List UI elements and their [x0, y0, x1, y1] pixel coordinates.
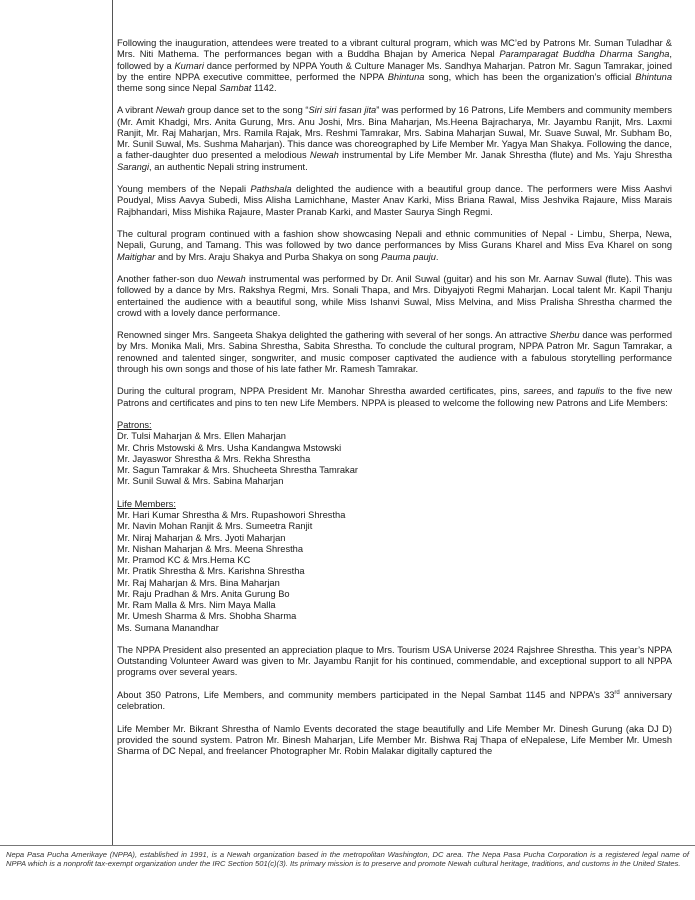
- member-name: Ms. Sumana Manandhar: [117, 622, 219, 633]
- member-name: Mr. Raju Pradhan & Mrs. Anita Gurung Bo: [117, 588, 290, 599]
- member-name: Mr. Chris Mstowski & Mrs. Usha Kandangwa Mstowski: [117, 442, 342, 453]
- member-name: Mr. Umesh Sharma & Mrs. Shobha Sharma: [117, 611, 297, 622]
- member-name: Mr. Sunil Suwal & Mrs. Sabina Maharjan: [117, 476, 284, 487]
- margin-rule: [112, 0, 113, 845]
- member-name: Mr. Navin Mohan Ranjit & Mrs. Sumeetra Ranjit: [117, 521, 313, 532]
- text-run: , and: [551, 386, 578, 397]
- member-name: Mr. Raj Maharjan & Mrs. Bina Maharjan: [117, 577, 280, 588]
- text-run: 1142.: [251, 83, 277, 93]
- closing-paragraphs: [117, 645, 672, 757]
- text-run: instrumental was performed by Dr. Anil Suwal (guitar) and his son Mr. Aarnav Suwal (flute). This was followed by a dance by Mrs. Rakshya Regmi, Mrs. Sonali Thapa, and Mrs. Dibyajyoti Regmi Maharjan. Local talent Mr. Kapil Thanju entertained the audience with a beautiful song, while Miss Ishanvi Suwal, Miss Melvina, and Miss Pralisha Shrestha charmed the crowd with a lovely dance performance.: [117, 274, 673, 318]
- text-run: delighted the audience with a beautiful group dance. The performers were Miss Aashvi Poudyal, Miss Aavya Subedi, Miss Alisha Lamichhane, Master Anav Karki, Miss Briana Rawal, Miss Jeshvika Rajaure, Miss Marais Rajbhandari, Miss Mishika Rajaure, Master Pranab Karki, and Master Saurya Singh Regmi.: [117, 184, 672, 217]
- member-name: Mr. Niraj Maharjan & Mrs. Jyoti Maharjan: [117, 532, 286, 543]
- italic-term: tapulis: [577, 386, 605, 397]
- page-footer: Nepa Pasa Pucha Amerikaye (NPPA), established in 1991, is a Newah organization based in the metropolitan Washington, DC area. The Nepa Pasa Pucha Corporation is a registered legal name of NPPA which is a nonprofit tax-exempt organization under the IRC Section 501(c)(3). Its primary mission is to preserve and promote Newah cultural heritage, traditions, and customs in the United States.: [6, 850, 689, 869]
- member-name: Mr. Pratik Shrestha & Mrs. Karishna Shrestha: [117, 566, 305, 577]
- text-run: Young members of the Nepali: [117, 184, 251, 195]
- member-name: Mr. Sagun Tamrakar & Mrs. Shucheeta Shrestha Tamrakar: [117, 465, 358, 476]
- member-name: Mr. Hari Kumar Shrestha & Mrs. Rupashowori Shrestha: [117, 510, 346, 520]
- italic-term: Bhintuna: [387, 71, 425, 82]
- member-name: Dr. Tulsi Maharjan & Mrs. Ellen Maharjan: [117, 431, 286, 442]
- paragraph-2: [117, 105, 672, 173]
- text-run: song, which has been the organization’s official: [424, 71, 636, 82]
- text-run: About 350 Patrons, Life Members, and community members participated in the Nepal Sambat 1145 and NPPA’s 33: [117, 689, 615, 700]
- text-run: dance performed by NPPA Youth & Culture Manager Ms. Sandhya Maharjan. Patron Mr. Sagun Tamrakar, joined by the entire NPPA executive committee, performed the NPPA: [117, 60, 672, 82]
- italic-term: Newah: [155, 105, 185, 116]
- text-run: anniversary celebration.: [117, 689, 672, 712]
- text-run: , followed by a: [117, 49, 672, 71]
- superscript: rd: [614, 689, 620, 696]
- italic-term: Sarangi: [117, 161, 150, 172]
- text-run: group dance set to the song “: [184, 105, 309, 116]
- article-body: [117, 38, 672, 769]
- italic-term: Pathshala: [250, 184, 292, 195]
- paragraph-6: [117, 330, 672, 375]
- text-run: Following the inauguration, attendees were treated to a vibrant cultural program, which was MC’ed by Patrons Mr. Suman Tuladhar & Mrs. Niti Mathema. The performances began with a Buddha Bhajan by America Nepal: [117, 38, 672, 60]
- text-run: A vibrant: [117, 105, 156, 116]
- text-run: During the cultural program, NPPA President Mr. Manohar Shrestha awarded certificates, pins,: [117, 386, 524, 397]
- italic-term: Paramparagat Buddha Dharma Sangha: [499, 49, 670, 60]
- member-name: Mr. Nishan Maharjan & Mrs. Meena Shrestha: [117, 543, 304, 554]
- text-run: , an authentic Nepali string instrument.: [149, 161, 308, 172]
- closing-paragraph-2: [117, 690, 672, 713]
- paragraph-1: [117, 38, 672, 94]
- italic-term: sarees: [523, 386, 552, 397]
- patrons-list: [117, 420, 672, 488]
- text-run: .: [435, 251, 439, 262]
- life-members-heading: Life Members:: [117, 498, 176, 509]
- text-run: Renowned singer Mrs. Sangeeta Shakya delighted the gathering with several of her songs. An attractive: [117, 330, 550, 341]
- paragraph-3: [117, 184, 672, 218]
- text-run: ” was performed by 16 Patrons, Life Members and community members (Mr. Amit Khadgi, Mrs. Anita Gurung, Mrs. Anu Joshi, Mrs. Bina Maharjan, Ms.Heena Bajracharya, Mr. Jayambu Ranjit, Mrs. Laxmi Ranjit, Mr. Raj Maharjan, Mrs. Ramila Rajak, Mrs. Reshmi Tamrakar, Mrs. Sabina Maharjan Suwal, Mr. Suave Suwal, Mr. Subham Bo, Mr. Sunil Suwal, Ms. Sushma Maharjan). This dance was choreographed by Life Member Mr. Yagya Man Shakya. Following the dance, a father-daughter duo presented a melodious: [117, 105, 672, 161]
- member-name: Mr. Ram Malla & Mrs. Nim Maya Malla: [117, 600, 276, 610]
- text-run: Life Member Mr. Bikrant Shrestha of Namlo Events decorated the stage beautifully and Life Member Mr. Dinesh Gurung (aka DJ D) provided the sound system. Patron Mr. Binesh Maharjan, Life Member Mr. Bishwa Raj Thapa of eNepalese, Life Member Mr. Umesh Sharma of DC Nepal, and freelancer Photographer Mr. Robin Malakar digitally captured the: [117, 723, 672, 757]
- text-run: and by Mrs. Araju Shakya and Purba Shakya on song: [155, 251, 382, 262]
- program-paragraphs: [117, 38, 672, 409]
- life-members-list: [117, 499, 672, 634]
- italic-term: Newah: [216, 274, 246, 284]
- italic-term: Siri siri fasan jita: [308, 105, 377, 116]
- paragraph-4: [117, 229, 672, 263]
- closing-paragraph-3: [117, 724, 672, 758]
- text-run: instrumental by Life Member Mr. Janak Shrestha (flute) and Ms. Yaju Shrestha: [338, 150, 672, 161]
- text-run: The NPPA President also presented an appreciation plaque to Mrs. Tourism USA Universe 2024 Rajshree Shrestha. This year’s NPPA Outstanding Volunteer Award was given to Mr. Jayambu Ranjit for his continued, commendable, and exceptional support to all NPPA programs over several years.: [117, 644, 672, 678]
- text-run: to the five new Patrons and certificates and pins to ten new Life Members. NPPA is pleased to welcome the following new Patrons and Life Members:: [117, 386, 672, 408]
- text-run: theme song since Nepal: [117, 83, 220, 93]
- text-run: dance was performed by Mrs. Monika Mali, Mrs. Sabina Shrestha, Sabita Shrestha. To conclude the cultural program, NPPA Patron Mr. Sagun Tamrakar, a renowned and talented singer, songwriter, and music composer captivated the audience with a fabulous storytelling performance through his own songs and those of his late father Mr. Ramesh Tamrakar.: [117, 330, 672, 374]
- member-name: Mr. Jayaswor Shrestha & Mrs. Rekha Shrestha: [117, 453, 311, 464]
- text-run: Another father-son duo: [117, 274, 217, 284]
- paragraph-5: [117, 274, 672, 319]
- member-name: Mr. Pramod KC & Mrs.Hema KC: [117, 555, 251, 565]
- italic-term: Sambat: [219, 83, 252, 93]
- patrons-heading: Patrons:: [117, 420, 152, 431]
- italic-term: Pauma pauju: [381, 251, 436, 262]
- paragraph-7: [117, 386, 672, 409]
- italic-term: Sherbu: [549, 330, 580, 341]
- footer-divider: [0, 845, 695, 846]
- italic-term: Maitighar: [117, 251, 156, 262]
- italic-term: Kumari: [174, 60, 204, 71]
- italic-term: Bhintuna: [635, 71, 672, 82]
- text-run: The cultural program continued with a fashion show showcasing Nepali and ethnic communities of Nepal - Limbu, Sherpa, Newa, Nepali, Gurung, and Tamang. This was followed by two dance performances by Miss Gurans Kharel and Miss Eva Kharel on song: [117, 229, 672, 251]
- closing-paragraph-1: [117, 645, 672, 679]
- italic-term: Newah: [309, 150, 339, 161]
